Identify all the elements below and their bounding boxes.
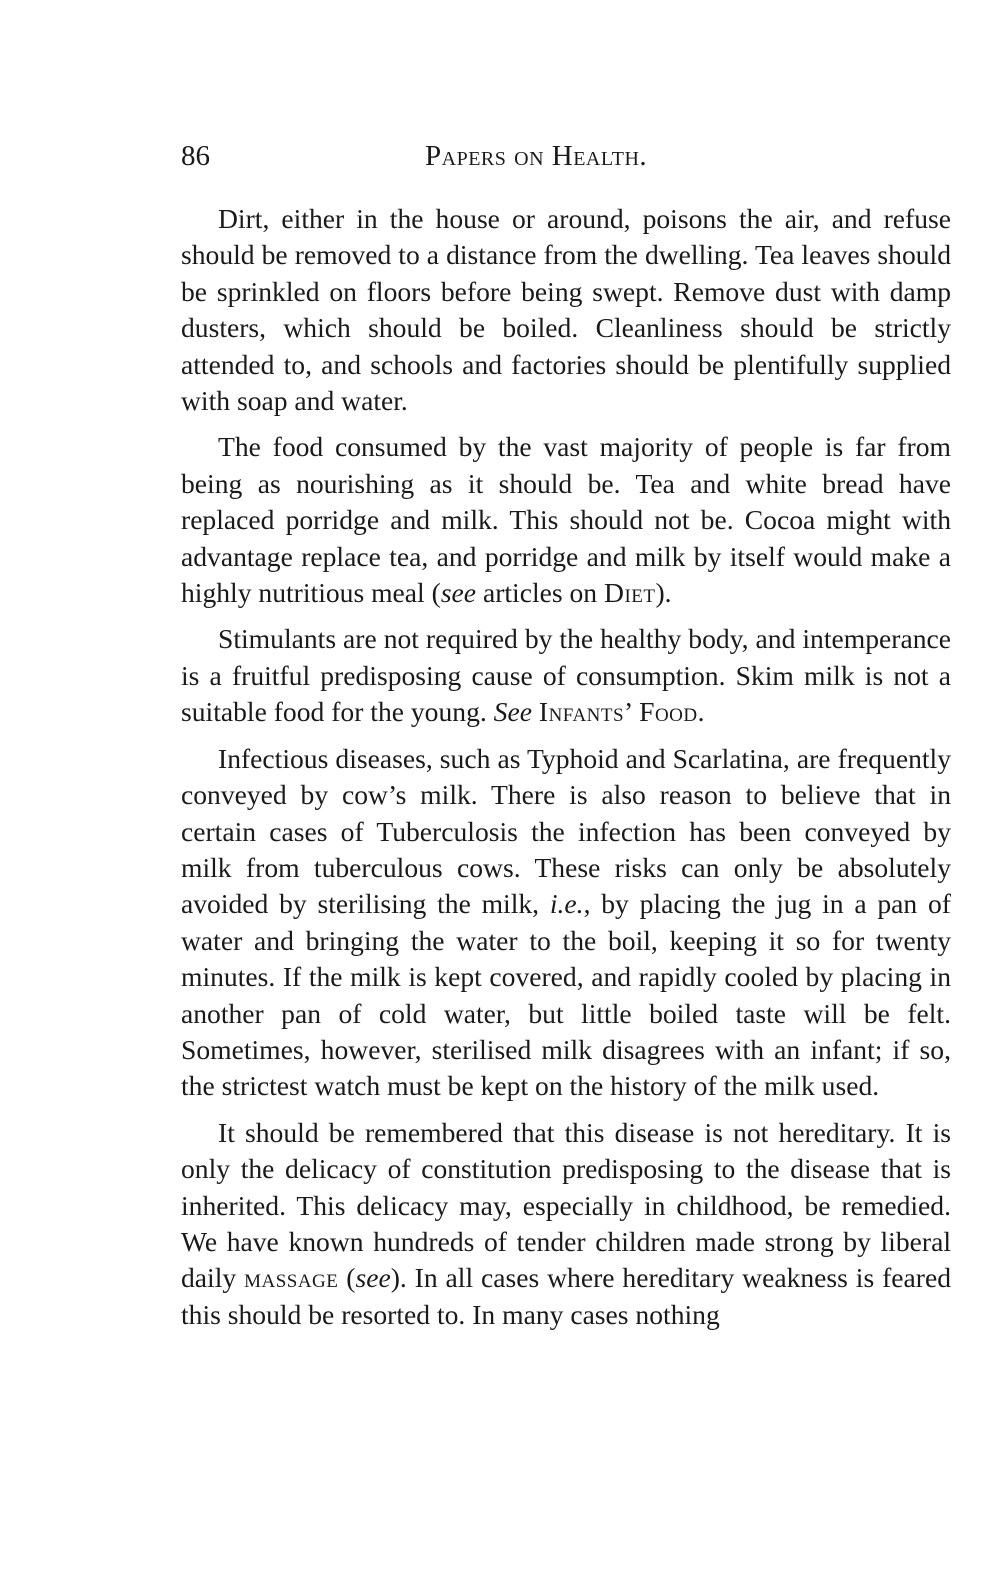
- paragraph-food: [181, 429, 951, 611]
- page-number: 86: [181, 140, 210, 172]
- cross-reference-massage: massage: [244, 1262, 339, 1294]
- book-page: [181, 128, 951, 1343]
- paragraph-text: ).: [655, 577, 672, 609]
- paragraph-dirt: [181, 201, 951, 419]
- paragraph-text: .: [697, 696, 705, 728]
- running-title: Papers on Health.: [425, 140, 648, 172]
- cross-reference-diet: Diet: [604, 577, 656, 609]
- paragraph-hereditary: [181, 1115, 951, 1333]
- paragraph-text: The food consumed by the vast majority of people is far from being as nourishing as it should be. Tea and white bread have replaced porridge and milk. This should not be. Cocoa might with advantage replace tea, and porridge and milk by itself would make a highly nutritious meal (: [181, 431, 951, 609]
- see-reference: see: [355, 1262, 391, 1294]
- cross-reference-infants-food: Infants’ Food: [538, 696, 698, 728]
- body-text: [181, 201, 951, 1333]
- paragraph-text: ). In all cases where hereditary weakness is feared this should be resorted to. In many cases nothing: [181, 1262, 952, 1330]
- see-reference: see: [440, 577, 477, 609]
- paragraph-stimulants: [181, 621, 951, 730]
- paragraph-infectious-diseases: [181, 741, 951, 1105]
- see-reference: See: [493, 696, 532, 728]
- paragraph-text: [532, 696, 539, 727]
- paragraph-text: Infectious diseases, such as Typhoid and Scarlatina, are frequently conveyed by cow’s milk. There is also reason to believe that in certain cases of Tuberculosis the infection has been conveyed by milk from tuberculous cows. These risks can only be absolutely avoided by sterilising the milk,: [181, 742, 951, 920]
- paragraph-text: , by placing the jug in a pan of water and bringing the water to the boil, keeping it so for twenty minutes. If the milk is kept covered, and rapidly cooled by placing in another pan of cold water, but little boiled taste will be felt. Sometimes, however, sterilised milk disagrees with an infant; if so, the strictest watch must be kept on the history of the milk used.: [181, 888, 951, 1102]
- abbreviation-ie: i.e.: [549, 888, 584, 920]
- running-head: [181, 128, 951, 184]
- paragraph-text: (: [338, 1262, 356, 1294]
- paragraph-text: It should be remembered that this disease is not hereditary. It is only the delicacy of constitution predisposing to the disease that is inherited. This delicacy may, especially in childhood, be remedied. We have known hundreds of tender children made strong by liberal daily: [181, 1116, 951, 1294]
- paragraph-text: Dirt, either in the house or around, poisons the air, and refuse should be removed to a distance from the dwelling. Tea leaves should be sprinkled on floors before being swept. Remove dust with damp dusters, which should be boiled. Cleanliness should be strictly attended to, and schools and factories should be plentifully supplied with soap and water.: [181, 203, 951, 417]
- paragraph-text: Stimulants are not required by the healthy body, and intemperance is a fruitful predisposing cause of consumption. Skim milk is not a suitable food for the young.: [181, 623, 951, 728]
- paragraph-text: articles on: [476, 577, 605, 609]
